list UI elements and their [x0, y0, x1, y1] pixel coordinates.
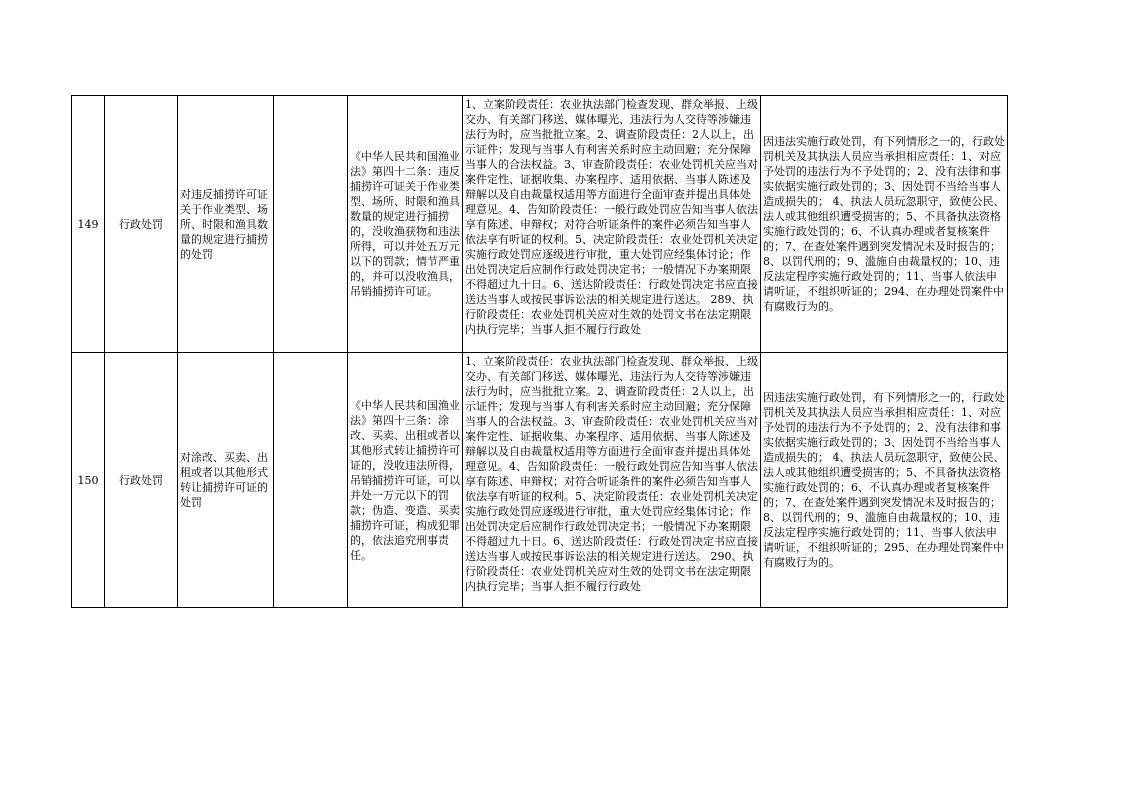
- item-name: 对违反捕捞许可证关于作业类型、场所、时限和渔具数量的规定进行捕捞的处罚: [178, 96, 274, 353]
- sub-item: [274, 353, 348, 608]
- accountability-text: 因违法实施行政处罚，有下列情形之一的，行政处罚机关及其执法人员应当承担相应责任：1、对应予处罚的违法行为不予处罚的；2、没有法律和事实依据实施行政处罚的；3、因处罚不当给当事人造成损失的； 4、执法人员玩忽职守，致使公民、法人或其他组织遭受损害的；5、不具备执法资格实施行政处罚的；6、不认真办理或者复核案件的；7、在查处案件遇到突发情况未及时报告的；8、以罚代刑的；9、滥施自由裁量权的；10、违反法定程序实施行政处罚的；11、当事人依法申请听证，不组织听证的；294、在办理处罚案件中有腐败行为的。: [761, 96, 1008, 353]
- item-number: 149: [72, 96, 105, 353]
- responsibility-text: 1、立案阶段责任：农业执法部门检查发现、群众举报、上级交办、有关部门移送、媒体曝光、违法行为人交待等涉嫌违法行为时，应当批批立案。2、调查阶段责任：2人以上，出示证件；发现与当事人有利害关系时应主动回避；充分保障当事人的合法权益。3、审查阶段责任：农业处罚机关应当对案件定性、证据收集、办案程序、适用依据、当事人陈述及辩解以及自由裁量权适用等方面进行全面审查并提出具体处理意见。4、告知阶段责任：一般行政处罚应告知当事人依法享有陈述、申辩权；对符合听证条件的案件必须告知当事人依法享有听证的权利。5、决定阶段责任：农业处罚机关决定实施行政处罚应逐级进行审批，重大处罚应经集体讨论；作出处罚决定后应制作行政处罚决定书；一般情况下办案期限不得超过九十日。6、送达阶段责任：行政处罚决定书应直接送达当事人或按民事诉讼法的相关规定进行送达。 289、执行阶段责任：农业处罚机关应对生效的处罚文书在法定期限内执行完毕；当事人拒不履行行政处: [465, 98, 758, 336]
- responsibility-cell: [463, 96, 761, 353]
- table-row: [72, 353, 1008, 608]
- sub-item: [274, 96, 348, 353]
- responsibility-cell: [463, 353, 761, 608]
- item-number: 150: [72, 353, 105, 608]
- responsibility-table: [71, 95, 1008, 608]
- item-category: 行政处罚: [105, 353, 178, 608]
- item-category: 行政处罚: [105, 96, 178, 353]
- legal-basis: 《中华人民共和国渔业法》第四十二条：违反捕捞许可证关于作业类型、场所、时限和渔具数量的规定进行捕捞的，没收渔获物和违法所得，可以并处五万元以下的罚款；情节严重的，并可以没收渔具，吊销捕捞许可证。: [348, 96, 463, 353]
- table-row: [72, 96, 1008, 353]
- legal-basis: 《中华人民共和国渔业法》第四十三条：涂改、买卖、出租或者以其他形式转让捕捞许可证的，没收违法所得，吊销捕捞许可证，可以并处一万元以下的罚款；伪造、变造、买卖捕捞许可证，构成犯罪的，依法追究刑事责任。: [348, 353, 463, 608]
- item-name: 对涂改、买卖、出租或者以其他形式转让捕捞许可证的处罚: [178, 353, 274, 608]
- accountability-text: 因违法实施行政处罚，有下列情形之一的，行政处罚机关及其执法人员应当承担相应责任：1、对应予处罚的违法行为不予处罚的；2、没有法律和事实依据实施行政处罚的；3、因处罚不当给当事人造成损失的； 4、执法人员玩忽职守，致使公民、法人或其他组织遭受损害的；5、不具备执法资格实施行政处罚的；6、不认真办理或者复核案件的；7、在查处案件遇到突发情况未及时报告的；8、以罚代刑的；9、滥施自由裁量权的；10、违反法定程序实施行政处罚的；11、当事人依法申请听证，不组织听证的；295、在办理处罚案件中有腐败行为的。: [761, 353, 1008, 608]
- responsibility-text: 1、立案阶段责任：农业执法部门检查发现、群众举报、上级交办、有关部门移送、媒体曝光、违法行为人交待等涉嫌违法行为时，应当批批立案。2、调查阶段责任：2人以上，出示证件；发现与当事人有利害关系时应主动回避；充分保障当事人的合法权益。3、审查阶段责任：农业处罚机关应当对案件定性、证据收集、办案程序、适用依据、当事人陈述及辩解以及自由裁量权适用等方面进行全面审查并提出具体处理意见。4、告知阶段责任：一般行政处罚应告知当事人依法享有陈述、申辩权；对符合听证条件的案件必须告知当事人依法享有听证的权利。5、决定阶段责任：农业处罚机关决定实施行政处罚应逐级进行审批，重大处罚应经集体讨论；作出处罚决定后应制作行政处罚决定书；一般情况下办案期限不得超过九十日。6、送达阶段责任：行政处罚决定书应直接送达当事人或按民事诉讼法的相关规定进行送达。 290、执行阶段责任：农业处罚机关应对生效的处罚文书在法定期限内执行完毕；当事人拒不履行行政处: [465, 355, 758, 593]
